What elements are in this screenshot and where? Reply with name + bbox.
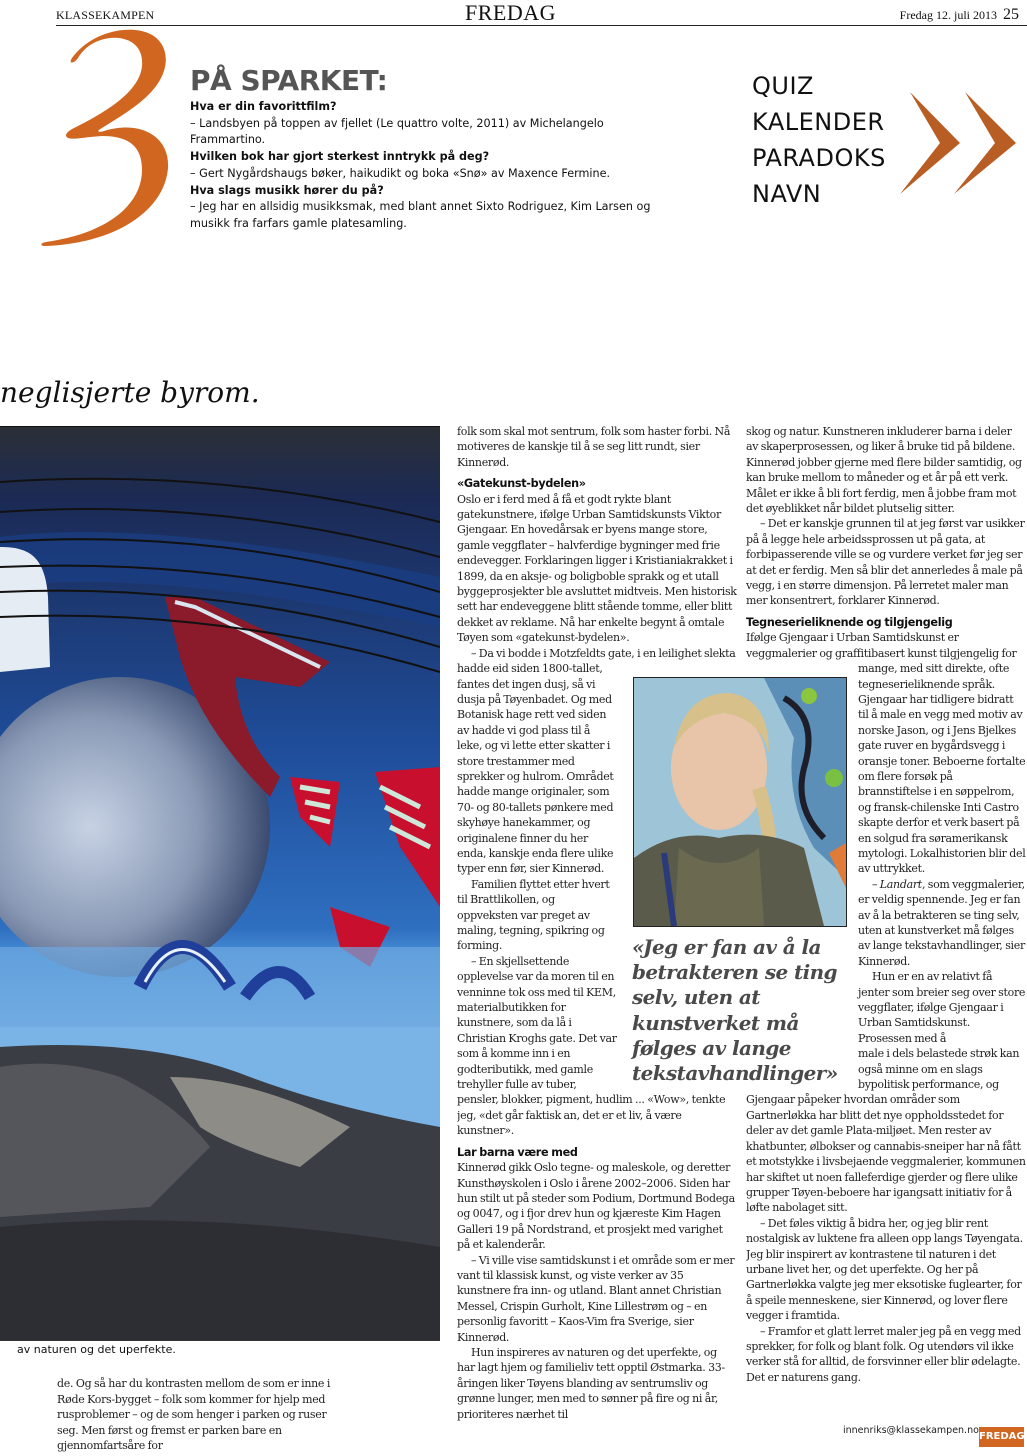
paragraph: Oslo er i ferd med å få et godt rykte blant gatekunstnere, ifølge Urban Samtidskunsts Viktor Gjengaar. En hovedårsak er byens mange store, gamle veggflater – halvferdige bygninger med frie endevegger. Forklaringen ligger i Kristianiakrakket i 1899, da en aksje- og boligboble sprakk og et utall byggeprosjekter ble avsluttet midtveis. Men historisk sett har endeveggene blitt stående tomme, eller blitt dekket av reklame. Nå har enkelte begynt å omtale Tøyen som «gatekunst-bydelen». [457, 492, 737, 645]
paragraph: – Framfor et glatt lerret maler jeg på en vegg med sprekker, for folk og blant folk. Og utendørs vil ikke verker stå for alltid, de forsvinner eller blir ødelagte. Det er naturens gang. [746, 1324, 1021, 1384]
paragraph: – Det er kanskje grunnen til at jeg først var usikker på å legge hele arbeidssprossen ut på gata, at forbipasserende ville se og vurdere verket før jeg ser at det er ferdig. Men så blir det annerledes å male på vegg, i en større dimensjon. På lerretet maler man mer konsentrert, forklarer Kinnerød. [746, 517, 1025, 608]
subheading: Lar barna være med [457, 1145, 578, 1159]
paragraph: folk som skal mot sentrum, folk som haster forbi. Nå motiveres de kanskje til å se seg litt rundt, sier Kinnerød. [457, 425, 731, 469]
quiz-question: Hva slags musikk hører du på? [190, 183, 384, 197]
subheading: «Gatekunst-bydelen» [457, 477, 586, 491]
artist-portrait-photo [633, 677, 847, 927]
paragraph: – Da vi bodde i Motzfeldts gate, i en leilighet slekta hadde eid siden 1800-tallet, fantes det ingen dusj, så vi dusja på Tøyenbadet. Og med Botanisk hage rett ved siden av hadde vi god plass til å leke, og vi lette etter skatter i store trestammer med sprekker og hulrom. Området hadde mange originaler, som 70- og 80-tallets pønkere med skyhøye hanekammer, og originalene finner du her enda, kanskje enda flere ulike typer enn før, sier Kinnerød. [457, 646, 736, 876]
teaser-list [752, 68, 886, 212]
newspaper-name: KLASSEKAMPEN [56, 8, 155, 22]
paragraph: – Det føles viktig å bidra her, og jeg blir rent nostalgisk av luktene fra alleen opp langs Tøyengata. Jeg blir inspirert av kontrastene til naturen i det urbane livet her, og det uperfekte. Og her på Gartnerløkka valgte jeg mer eksotiske fuglearter, for å speile menneskene, sier Kinnerød, og lover flere vegger i framtida. [746, 1216, 1023, 1323]
double-chevron-right-icon [880, 88, 1020, 198]
paragraph: Kinnerød gikk Oslo tegne- og maleskole, og deretter Kunsthøyskolen i Oslo i årene 2002–2006. Siden har hun stilt ut på steder som Podium, Dortmund Bodega og 0047, og i fjor drev hun og kjæreste Kim Hagen Galleri 19 på Nordstrand, et prosjekt med varighet på et kalenderår. [457, 1161, 735, 1252]
quiz-box-body [190, 99, 660, 233]
dash: – [872, 877, 880, 891]
teaser-item[interactable]: KALENDER [752, 108, 885, 136]
quiz-answer: – Gert Nygårdshaugs bøker, haikudikt og boka «Snø» av Maxence Fermine. [190, 166, 611, 180]
quiz-question: Hvilken bok har gjort sterkest inntrykk på deg? [190, 150, 490, 164]
section-badge: FREDAG [979, 1427, 1024, 1447]
photo-caption: av naturen og det uperfekte. [17, 1343, 176, 1356]
pull-quote: «Jeg er fan av å la betrakteren se ting selv, uten at kunstverket må følges av lange tekstavhandlinger» [632, 935, 842, 1086]
quiz-question: Hva er din favorittfilm? [190, 100, 337, 113]
paragraph: Ifølge Gjengaar i Urban Samtidskunst er [746, 631, 959, 645]
paragraph: Familien flyttet etter hvert til Brattlikollen, og oppveksten var preget av maling, tegning, spikring og forming. [457, 877, 610, 953]
quiz-answer: – Landsbyen på toppen av fjellet (Le quattro volte, 2011) av Michelangelo Frammartino. [190, 116, 604, 147]
teaser-item[interactable]: PARADOKS [752, 144, 886, 172]
paragraph: skog og natur. Kunstneren inkluderer barna i deler av skaperprosessen, og liker å bruke tid på bildene. Kinnerød jobber gjerne med flere bilder samtidig, og kan bruke mellom to måneder og et år på ett verk. Målet er ikke å bli fort ferdig, men å jobbe fram mot det øyeblikket når bildet plutselig sitter. [746, 425, 1022, 516]
quiz-box-title: PÅ SPARKET: [190, 64, 388, 97]
paragraph: – Vi ville vise samtidskunst i et område som er mer vant til klassisk kunst, og viste verker av 35 kunstnere fra inn- og utland. Blant annet Christian Messel, Crispin Gurholt, Kine Lillestrøm og – en personlig favoritt – Kaos-Vim fra Sverige, sier Kinnerød. [457, 1253, 735, 1344]
big-numeral-three-icon [30, 18, 180, 258]
paragraph: male i dels belastede strøk kan også minne om en slags bypolitisk performance, og Gjengaar påpeker hvordan områder som Gartnerløkka har blitt det nye oppholdsstedet for deler av det gamle Plata-miljøet. Men rester av khatbunter, ølbokser og cannabis-sneiper har nå fått et motstykke i livsbejaende veggmalerier, kommunen har skiftet ut noen falleferdige gjerder og flere ulike grupper Tøyen-beboere har igangsatt initiativ for å løfte nabolaget sitt. [746, 1047, 1026, 1215]
paragraph: veggmalerier og graffitibasert kunst tilgjengelig for mange, med sitt direkte, ofte tegneserieliknende språk. Gjengaar har tidligere bidratt til å male en vegg med motiv av norske Jason, og i Jens Bjelkes gate ruver en bygårdsvegg i oransje toner. Beboerne fortalte om flere forsøk på brannstiftelse i en søppelrom, og fransk-chilenske Inti Castro skapte derfor et verk basert på en solgud fra søramerikansk mytologi. Lokalhistorien blir del av uttrykket. [746, 646, 1026, 876]
graffiti-mural-photo [0, 426, 440, 1341]
teaser-item[interactable]: NAVN [752, 180, 822, 208]
paragraph: Hun er en av relativt få jenter som breier seg over store veggflater, ifølge Gjengaar i Urban Samtidskunst. Prosessen med å [858, 970, 1026, 1045]
section-title: FREDAG [465, 0, 557, 25]
issue-date: Fredag 12. juli 2013 [899, 8, 997, 22]
headline-fragment: neglisjerte byrom. [0, 376, 260, 409]
italic-term: Landart [879, 877, 922, 891]
contact-email[interactable]: innenriks@klassekampen.no [843, 1425, 979, 1436]
page-number: 25 [1003, 6, 1019, 23]
date-and-page [900, 6, 1019, 24]
article-text-lower-left: de. Og så har du kontrasten mellom de som er inne i Røde Kors-bygget – folk som kommer for hjelp med rusproblemer – og de som henger i parken og ruser seg. Men først og fremst er parken bare en gjennomfartsåre for [57, 1377, 331, 1453]
subheading: Tegneserieliknende og tilgjengelig [746, 615, 953, 629]
quiz-answer: – Jeg har en allsidig musikksmak, med blant annet Sixto Rodriguez, Kim Larsen og musikk fra farfars gamle platesamling. [190, 200, 651, 230]
paragraph: Hun inspireres av naturen og det uperfekte, og har lagt hjem og familieliv tett opptil Østmarka. 33-åringen liker Tøyens blanding av sentrumsliv og grønne lunger, men med to sønner på fire og ni år, prioriteres nærhet til [457, 1345, 725, 1421]
paragraph-text: , som veggmalerier, er veldig spennende. Jeg er fan av å la betrakteren se ting selv, uten at kunstverket må følges av lange tekstavhandlinger, sier Kinnerød. [858, 877, 1025, 968]
teaser-item[interactable]: QUIZ [752, 72, 814, 100]
paragraph: – En skjellsettende opplevelse var da moren til en venninne tok oss med til KEM, materialbutikken for kunstnere, som da lå i Christian Kroghs gate. Det var som å komme inn i en godteributikk, med gamle trehyller fulle av tuber, pensler, blokker, pigment, hudlim ... «Wow», tenkte jeg, «det går faktisk an, det er et liv, å være kunstner». [457, 954, 726, 1138]
masthead-rule [56, 25, 1027, 26]
